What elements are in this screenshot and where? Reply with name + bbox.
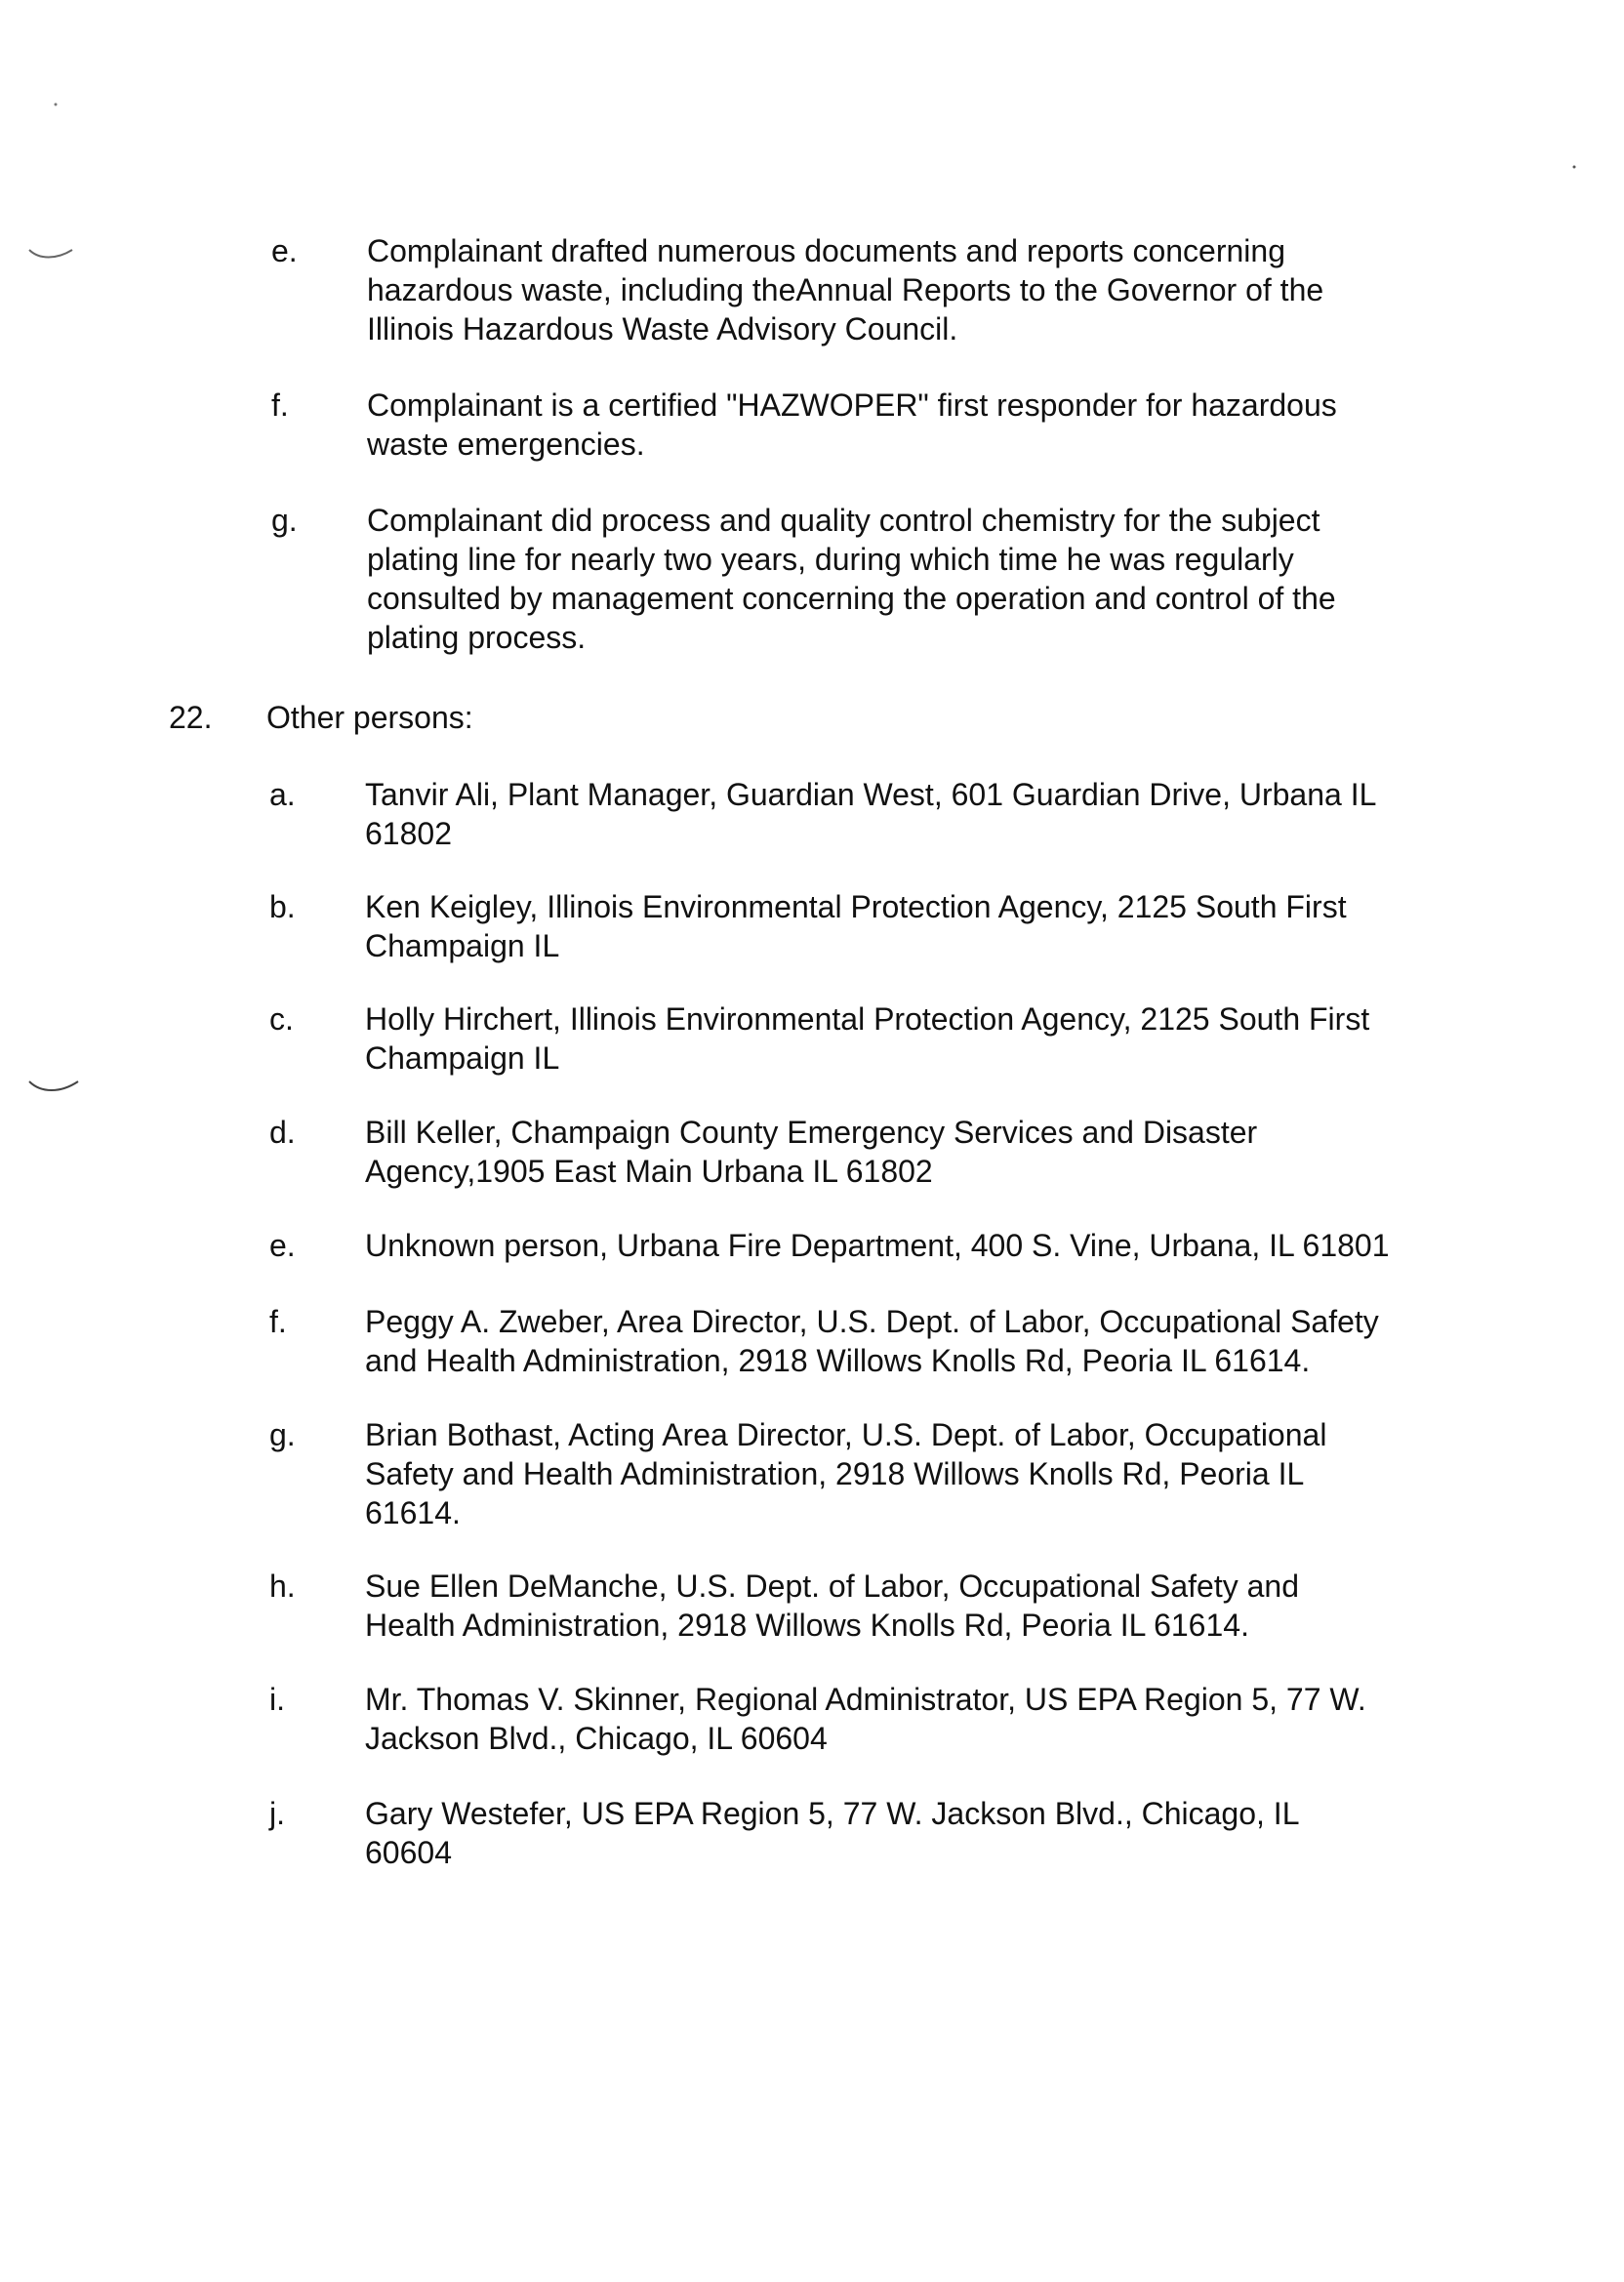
item-text: Complainant is a certified "HAZWOPER" first responder for hazardous waste emergencies. — [367, 387, 1337, 462]
item-marker: f. — [269, 1304, 287, 1339]
item-text: Complainant drafted numerous documents and reports concerning hazardous waste, including theAnnual Reports to the Governor of the Illinois Hazardous Waste Advisory Council. — [367, 233, 1324, 346]
item-marker: e. — [271, 233, 298, 268]
scan-mark-top — [27, 244, 76, 267]
item-text: Ken Keigley, Illinois Environmental Protection Agency, 2125 South First Champaign IL — [365, 889, 1347, 963]
item-marker: a. — [269, 777, 296, 812]
item-marker: i. — [269, 1682, 285, 1717]
section-title: Other persons: — [266, 700, 473, 735]
item-marker: g. — [271, 503, 298, 538]
item-text: Brian Bothast, Acting Area Director, U.S. Dept. of Labor, Occupational Safety and Health Administration, 2918 Willows Knolls Rd, Peoria IL 61614. — [365, 1417, 1327, 1530]
item-text: Unknown person, Urbana Fire Department, 400 S. Vine, Urbana, IL 61801 — [365, 1228, 1390, 1263]
scan-mark-dot-right — [1571, 164, 1577, 170]
item-marker: d. — [269, 1115, 296, 1150]
item-text: Sue Ellen DeManche, U.S. Dept. of Labor, Occupational Safety and Health Administration, 2918 Willows Knolls Rd, Peoria IL 61614. — [365, 1569, 1300, 1643]
item-marker: c. — [269, 1001, 294, 1037]
item-text: Gary Westefer, US EPA Region 5, 77 W. Jackson Blvd., Chicago, IL 60604 — [365, 1796, 1300, 1870]
section-number: 22. — [169, 700, 213, 735]
item-text: Peggy A. Zweber, Area Director, U.S. Dept. of Labor, Occupational Safety and Health Administration, 2918 Willows Knolls Rd, Peoria IL 61614. — [365, 1304, 1379, 1378]
scan-mark-dot-top — [53, 102, 59, 107]
item-text: Mr. Thomas V. Skinner, Regional Administrator, US EPA Region 5, 77 W. Jackson Blvd., Chicago, IL 60604 — [365, 1682, 1366, 1756]
item-text: Complainant did process and quality control chemistry for the subject plating line for nearly two years, during which time he was regularly consulted by management concerning the operation and control of the plating process. — [367, 503, 1336, 655]
item-text: Bill Keller, Champaign County Emergency Services and Disaster Agency,1905 East Main Urbana IL 61802 — [365, 1115, 1258, 1189]
item-marker: g. — [269, 1417, 296, 1452]
item-marker: h. — [269, 1569, 296, 1604]
item-marker: j. — [269, 1796, 285, 1831]
item-marker: f. — [271, 387, 289, 423]
item-text: Tanvir Ali, Plant Manager, Guardian West, 601 Guardian Drive, Urbana IL 61802 — [365, 777, 1377, 851]
item-marker: b. — [269, 889, 296, 924]
scan-mark-middle — [27, 1076, 82, 1099]
item-text: Holly Hirchert, Illinois Environmental Protection Agency, 2125 South First Champaign IL — [365, 1001, 1370, 1076]
item-marker: e. — [269, 1228, 296, 1263]
